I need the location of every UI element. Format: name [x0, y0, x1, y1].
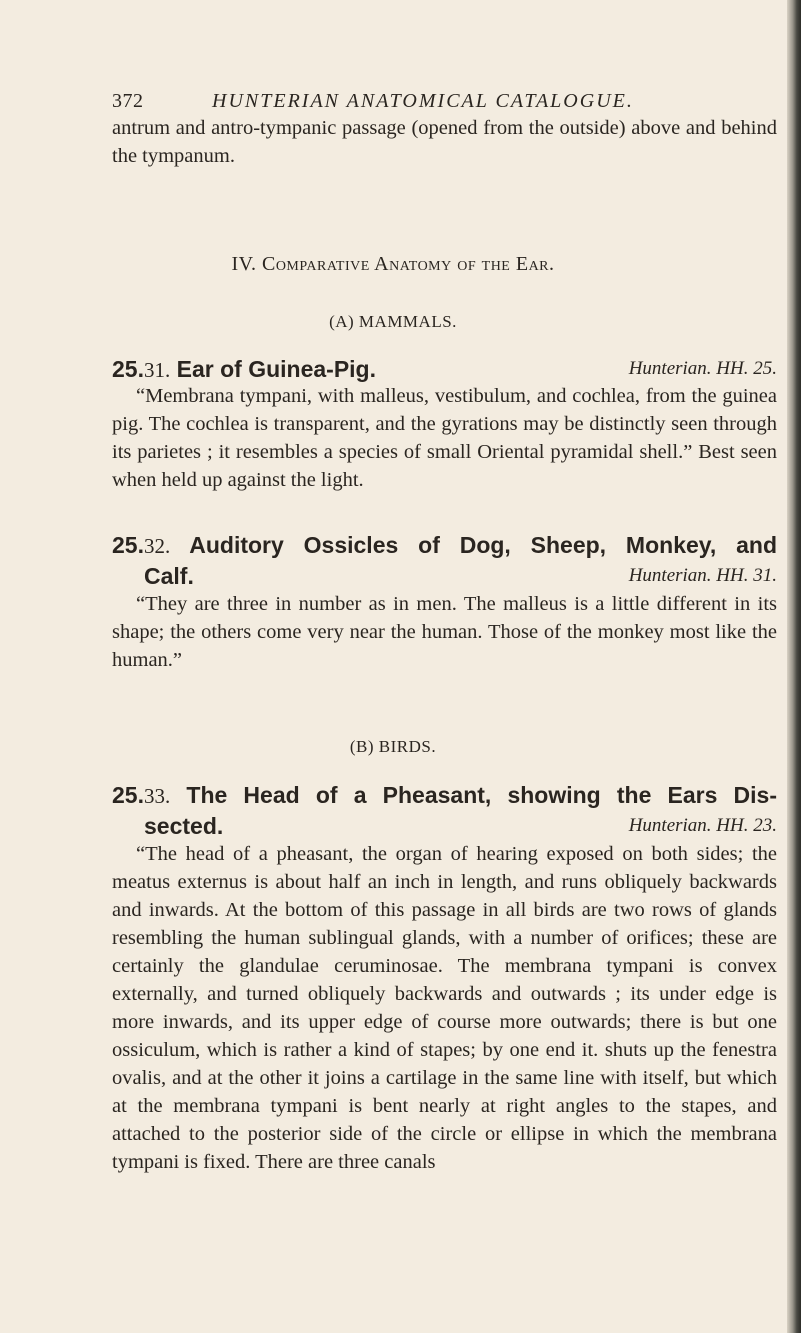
- subsection-label: BIRDS.: [378, 737, 437, 756]
- entry-body: [112, 382, 777, 494]
- section-title: Comparative Anatomy of the Ear.: [261, 253, 555, 275]
- entry-serial: 31.: [143, 358, 171, 382]
- section-numeral: IV.: [231, 253, 257, 275]
- entry-number: 25.: [112, 356, 144, 382]
- opening-paragraph: [112, 114, 777, 170]
- entry-serial: 33.: [143, 784, 171, 808]
- entry-title-continued: Calf.: [144, 563, 194, 589]
- subsection-label: MAMMALS.: [358, 312, 457, 331]
- entry-reference: Hunterian. HH. 25.: [628, 358, 777, 379]
- entry-text: “They are three in number as in men. The malleus is a little different in its shape; the others come very near the human. Those of the monkey most like the human.”: [112, 593, 777, 671]
- section-heading: [0, 253, 786, 276]
- subsection-heading-birds: [0, 737, 786, 757]
- entry-number: 25.: [112, 532, 144, 558]
- page-number: 372: [112, 90, 144, 112]
- entry-text: “Membrana tympani, with malleus, vestibulum, and cochlea, from the guinea pig. The cochlea is transparent, and the gyrations may be distinctly seen through its parietes ; it resembles a species of small Oriental pyramidal shell.” Best seen when held up against the light.: [112, 385, 777, 491]
- entry-serial: 32.: [143, 534, 171, 558]
- entry-title: Ear of Guinea-Pig.: [176, 356, 376, 382]
- entry-heading: [112, 780, 777, 841]
- page-edge-shadow: [787, 0, 801, 1333]
- entry-reference: Hunterian. HH. 23.: [628, 815, 777, 836]
- opening-text: antrum and antro-tympanic passage (opened from the outside) above and behind the tympanum.: [112, 117, 777, 167]
- entry-number: 25.: [112, 782, 144, 808]
- entry-body: [112, 590, 777, 674]
- entry-text: “The head of a pheasant, the organ of hearing exposed on both sides; the meatus externus is about half an inch in length, and runs obliquely backwards and inwards. At the bottom of this passage in all birds are two rows of glands resembling the human sublingual glands, with a number of orifices; these are certainly the glandulae ceruminosae. The membrana tympani is convex externally, and turned obliquely backwards and outwards ; its under edge is more inwards, and its upper edge of course more outwards; there is but one ossiculum, which is rather a kind of stapes; by one end it. shuts up the fenestra ovalis, and at the other it joins a cartilage in the same line with itself, but which at the membrana tympani is bent nearly at right angles to the stapes, and attached to the posterior side of the circle or ellipse in which the membrana tympani is fixed. There are three canals: [112, 843, 777, 1173]
- running-head: [112, 90, 634, 113]
- entry-body: [112, 840, 777, 1176]
- entry-title: Auditory Ossicles of Dog, Sheep, Monkey, and: [189, 532, 777, 558]
- entry-title: The Head of a Pheasant, showing the Ears Dis-: [186, 782, 777, 808]
- subsection-letter: (A): [329, 312, 355, 331]
- entry-heading: [112, 530, 777, 591]
- running-head-title: HUNTERIAN ANATOMICAL CATALOGUE.: [212, 90, 634, 112]
- entry-heading: [112, 354, 777, 385]
- subsection-heading-mammals: [0, 312, 786, 332]
- subsection-letter: (B): [349, 737, 375, 756]
- entry-reference: Hunterian. HH. 31.: [628, 565, 777, 586]
- entry-title-continued: sected.: [144, 813, 224, 839]
